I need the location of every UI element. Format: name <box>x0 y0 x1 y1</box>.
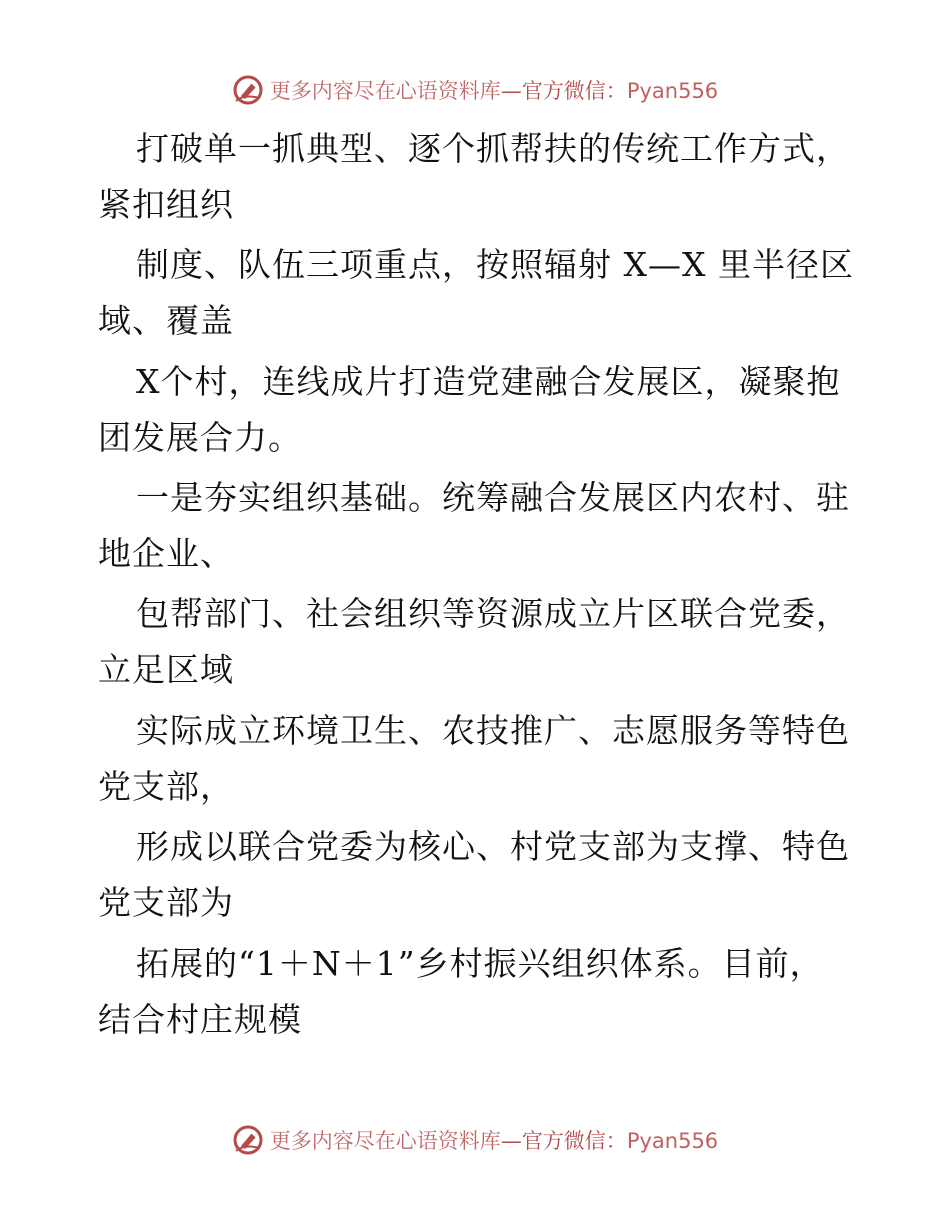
text-line: 党支部为 <box>98 883 234 922</box>
watermark-text: 更多内容尽在心语资料库—官方微信：Pyan556 <box>269 1129 719 1153</box>
pen-logo-icon <box>232 1124 264 1156</box>
text-line: X个村，连线成片打造党建融合发展区，凝聚抱 <box>136 362 841 401</box>
text-line: 包帮部门、社会组织等资源成立片区联合党委， <box>136 594 850 633</box>
text-line: 地企业、 <box>98 534 234 573</box>
text-line: 打破单一抓典型、逐个抓帮扶的传统工作方式， <box>136 129 850 168</box>
text-line: 紧扣组织 <box>98 185 234 224</box>
text-line: 域、覆盖 <box>98 301 234 340</box>
text-line: 拓展的“1＋N＋1”乡村振兴组织体系。目前， <box>136 944 824 983</box>
text-line: 结合村庄规模 <box>98 1000 302 1039</box>
text-line: 团发展合力。 <box>98 418 302 457</box>
text-line: 立足区域 <box>98 650 234 689</box>
footer-watermark <box>0 1120 950 1160</box>
watermark-text: 更多内容尽在心语资料库—官方微信：Pyan556 <box>269 79 719 103</box>
text-line: 形成以联合党委为核心、村党支部为支撑、特色 <box>136 827 850 866</box>
text-line: 党支部， <box>98 767 234 806</box>
pen-logo-icon <box>232 74 264 106</box>
text-line: 实际成立环境卫生、农技推广、志愿服务等特色 <box>136 711 850 750</box>
text-line: 一是夯实组织基础。统筹融合发展区内农村、驻 <box>136 478 850 517</box>
text-line: 制度、队伍三项重点，按照辐射 X—X 里半径区 <box>136 245 854 284</box>
header-watermark <box>0 70 950 110</box>
